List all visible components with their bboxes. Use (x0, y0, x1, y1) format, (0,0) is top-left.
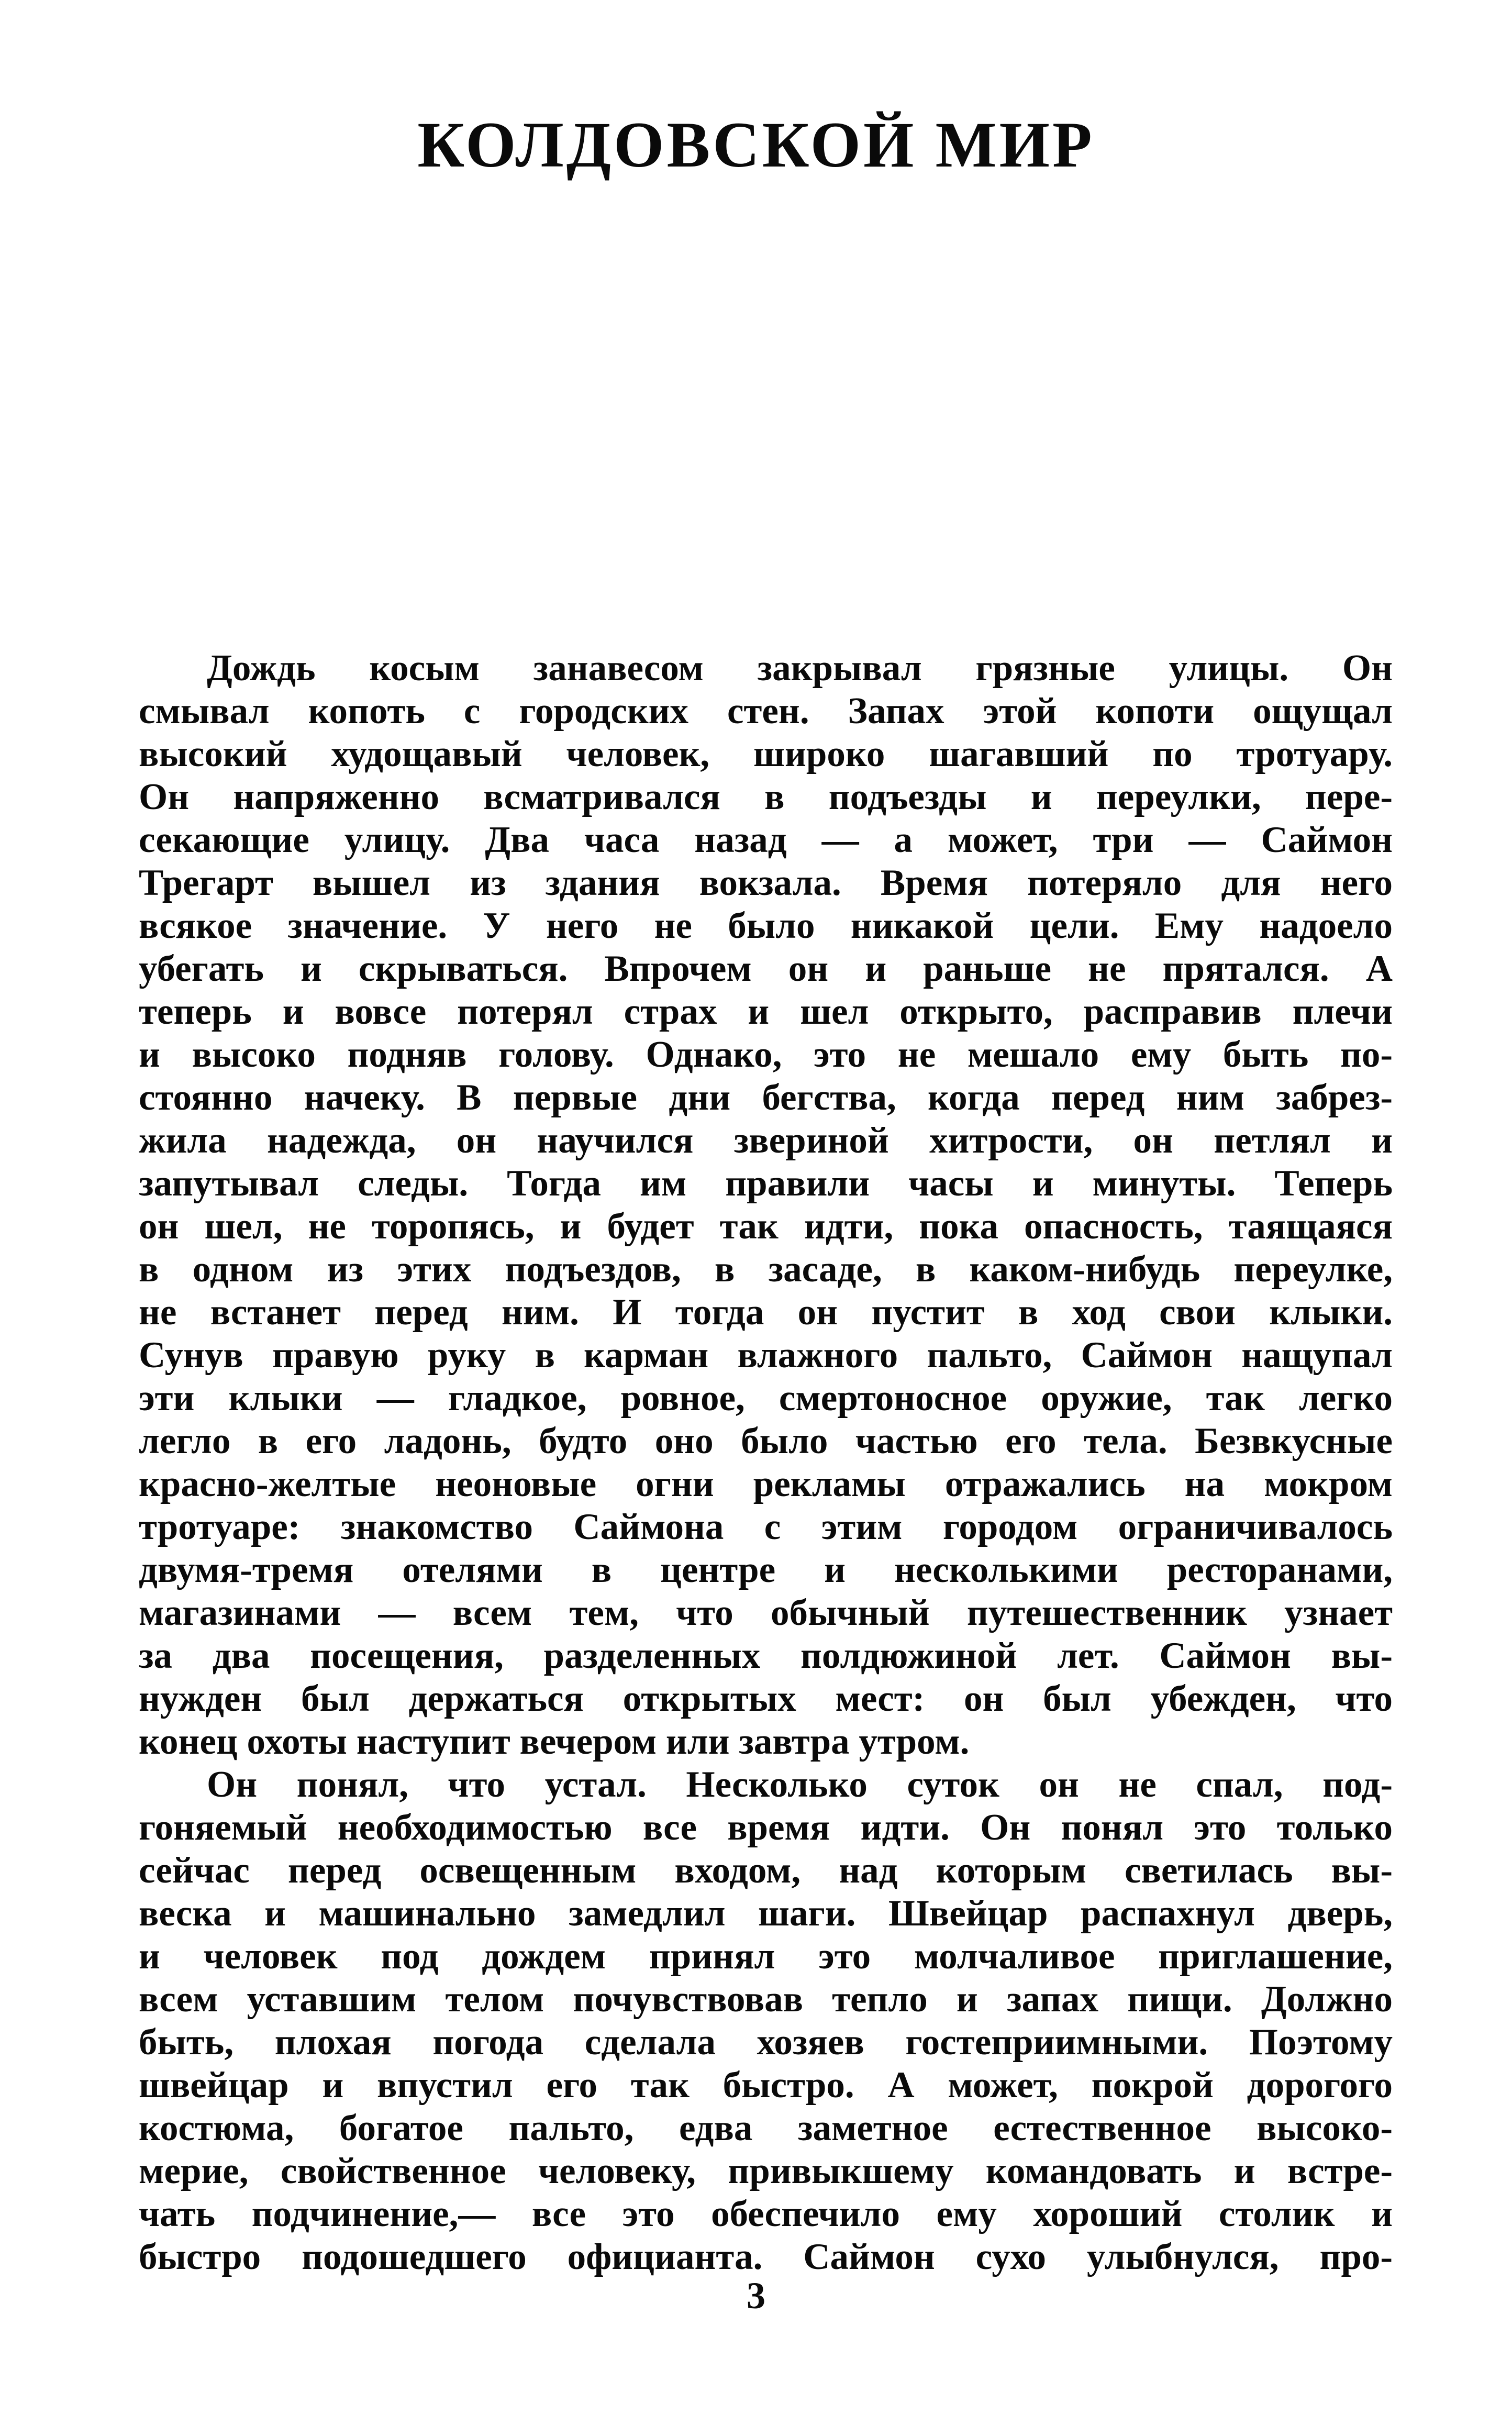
text-line: стоянно начеку. В первые дни бегства, когда перед ним забрез- (139, 1077, 1393, 1118)
page-number: 3 (747, 2275, 765, 2317)
text-line: всякое значение. У него не было никакой цели. Ему надоело (139, 905, 1393, 946)
body-text (139, 647, 1393, 2278)
text-line: гоняемый необходимостью все время идти. Он понял это только (139, 1807, 1393, 1848)
text-line: мерие, свойственное человеку, привыкшему командовать и встре- (139, 2151, 1393, 2191)
text-line: всем уставшим телом почувствовав тепло и запах пищи. Должно (139, 1979, 1393, 2020)
text-line: двумя-тремя отелями в центре и несколькими ресторанами, (139, 1549, 1393, 1590)
paragraph-2 (139, 1763, 1393, 2278)
text-line: эти клыки — гладкое, ровное, смертоносное оружие, так легко (139, 1378, 1393, 1419)
text-line: Он понял, что устал. Несколько суток он не спал, под- (207, 1764, 1393, 1805)
text-line: смывал копоть с городских стен. Запах этой копоти ощущал (139, 691, 1393, 732)
text-line: убегать и скрываться. Впрочем он и раньше не прятался. А (139, 948, 1393, 989)
text-line: костюма, богатое пальто, едва заметное естественное высоко- (139, 2108, 1393, 2149)
text-line: Дождь косым занавесом закрывал грязные улицы. Он (207, 648, 1393, 689)
text-line: тротуаре: знакомство Саймона с этим городом ограничивалось (139, 1507, 1393, 1547)
text-line: теперь и вовсе потерял страх и шел открыто, расправив плечи (139, 991, 1393, 1032)
text-line: швейцар и впустил его так быстро. А может, покрой дорогого (139, 2065, 1393, 2106)
text-line: в одном из этих подъездов, в засаде, в каком-нибудь переулке, (139, 1249, 1393, 1290)
text-line: нужден был держаться открытых мест: он был убежден, что (139, 1678, 1393, 1719)
text-line: чать подчинение,— все это обеспечило ему хороший столик и (139, 2194, 1393, 2234)
text-line: он шел, не торопясь, и будет так идти, пока опасность, таящаяся (139, 1206, 1393, 1247)
text-line: Трегарт вышел из здания вокзала. Время потеряло для него (139, 862, 1393, 903)
text-line: веска и машинально замедлил шаги. Швейцар распахнул дверь, (139, 1893, 1393, 1934)
text-line: легло в его ладонь, будто оно было частью его тела. Безвкусные (139, 1421, 1393, 1461)
text-line: высокий худощавый человек, широко шагавший по тротуару. (139, 734, 1393, 774)
chapter-title: КОЛДОВСКОЙ МИР (417, 109, 1095, 181)
text-line: сейчас перед освещенным входом, над которым светилась вы- (139, 1850, 1393, 1891)
text-line: конец охоты наступит вечером или завтра утром. (139, 1721, 970, 1762)
text-line: красно-желтые неоновые огни рекламы отражались на мокром (139, 1464, 1393, 1504)
text-line: Он напряженно всматривался в подъезды и переулки, пере- (139, 777, 1393, 817)
text-line: быстро подошедшего официанта. Саймон сухо улыбнулся, про- (139, 2236, 1393, 2277)
text-line: за два посещения, разделенных полдюжиной лет. Саймон вы- (139, 1635, 1393, 1676)
text-line: запутывал следы. Тогда им правили часы и минуты. Теперь (139, 1163, 1393, 1204)
text-line: быть, плохая погода сделала хозяев гостеприимными. Поэтому (139, 2022, 1393, 2063)
text-line: и высоко подняв голову. Однако, это не мешало ему быть по- (139, 1034, 1393, 1075)
text-line: жила надежда, он научился звериной хитрости, он петлял и (139, 1120, 1393, 1161)
text-line: Сунув правую руку в карман влажного пальто, Саймон нащупал (139, 1335, 1393, 1376)
text-line: магазинами — всем тем, что обычный путешественник узнает (139, 1592, 1393, 1633)
paragraph-1 (139, 647, 1393, 1763)
text-line: не встанет перед ним. И тогда он пустит в ход свои клыки. (139, 1292, 1393, 1333)
text-line: и человек под дождем принял это молчаливое приглашение, (139, 1936, 1393, 1977)
text-line: секающие улицу. Два часа назад — а может, три — Саймон (139, 820, 1393, 860)
